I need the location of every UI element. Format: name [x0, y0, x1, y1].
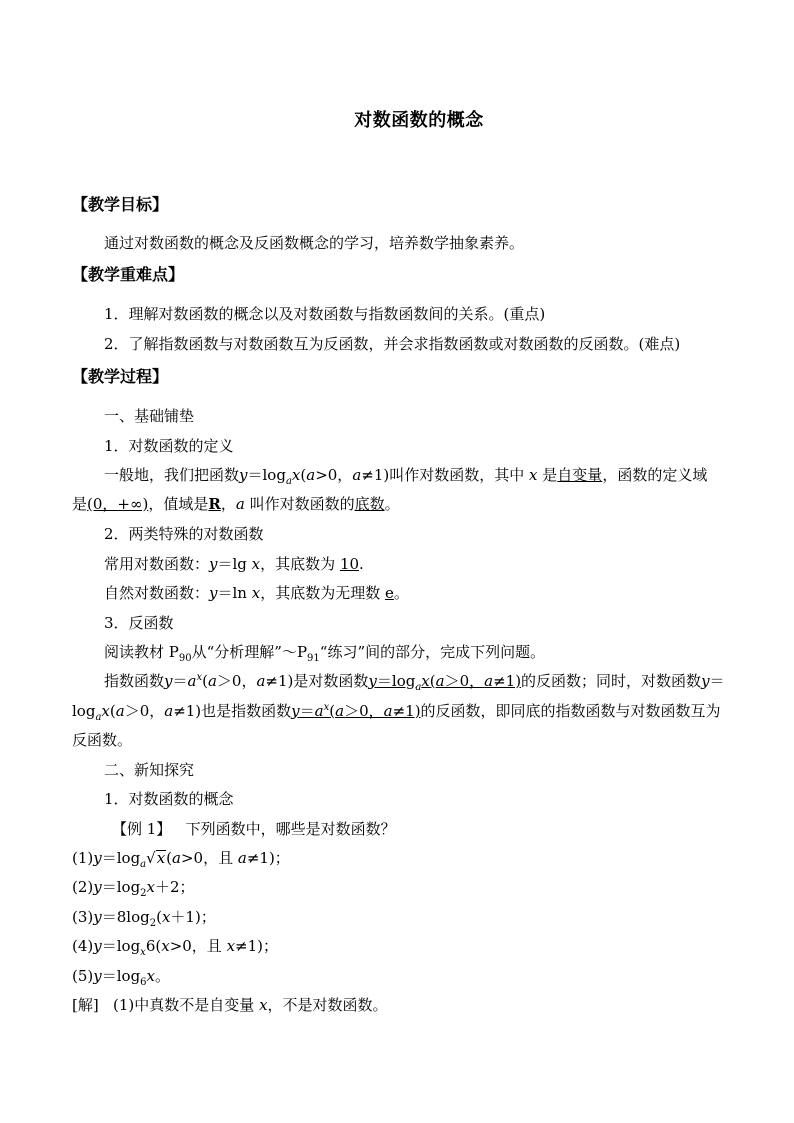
blank-variable: 自变量 [557, 466, 603, 484]
section-definition: 1．对数函数的定义 [104, 437, 234, 455]
example-item-3: $(3)y=8\log_2(x+1)$； [72, 908, 216, 929]
blank-common-base: 10 [339, 555, 360, 573]
section-new-knowledge: 二、新知探究 [104, 761, 195, 779]
example-solution: [解] (1)中真数不是自变量 x，不是对数函数。 [72, 996, 388, 1014]
goal-text: 通过对数函数的概念及反函数概念的学习，培养数学抽象素养。 [104, 234, 525, 252]
blank-domain: (0，+∞) [87, 495, 149, 513]
inverse-line-2: $\log_ax(a>0$，a≠1)也是指数函数$y=a^x(a>0$，a≠1)的反函数，即同底的指数函数与对数函数互为 [72, 702, 721, 723]
section-inverse: 3．反函数 [104, 614, 174, 632]
example-item-4: $(4)y=\log_x6(x>0$，且 x≠1)； [72, 937, 279, 958]
blank-range: R [208, 495, 221, 513]
key-point-1: 1．理解对数函数的概念以及对数函数与指数函数间的关系。(重点) [104, 305, 546, 323]
example-1-question: 【例 1】 下列函数中，哪些是对数函数？ [112, 820, 396, 838]
heading-teaching-goal: 【教学目标】 [72, 195, 169, 214]
definition-line-2: 是(0，+∞)，值域是R，a 叫作对数函数的底数。 [72, 495, 400, 513]
blank-exp-function: $y=a^x(a>0$，a≠1) [291, 702, 421, 720]
blank-natural-base: e [385, 584, 394, 602]
inverse-line-3: 反函数。 [72, 731, 133, 749]
inverse-line-1: 指数函数$y=a^x(a>0$，a≠1)是对数函数$y=\log_ax(a>0$，a≠1)的反函数；同时，对数函数y＝ [104, 672, 725, 693]
natural-log-line: 自然对数函数：y＝ln x，其底数为无理数 e。 [104, 584, 409, 602]
key-point-2: 2．了解指数函数与对数函数互为反函数，并会求指数函数或对数函数的反函数。(难点) [104, 335, 681, 353]
section-basics: 一、基础铺垫 [104, 407, 195, 425]
section-log-concept: 1．对数函数的概念 [104, 790, 234, 808]
common-log-line: 常用对数函数：y＝lg x，其底数为 10. [104, 555, 364, 573]
blank-base: 底数 [354, 495, 385, 513]
page-title: 对数函数的概念 [354, 110, 484, 131]
example-item-2: $(2)y=\log_2x+2$； [72, 878, 195, 899]
heading-key-points: 【教学重难点】 [72, 265, 185, 284]
definition-line-1: 一般地，我们把函数$y=\log_ax(a>0$，a≠1)叫作对数函数，其中 x 是自变量，函数的定义域 [104, 466, 708, 487]
example-item-5: $(5)y=\log_6x$。 [72, 967, 171, 988]
heading-process: 【教学过程】 [72, 367, 169, 386]
blank-log-function: $y=\log_ax(a>0$，a≠1) [368, 672, 522, 693]
reading-instruction: 阅读教材 $P_{90}$从“分析理解$”\sim P_{91}“$练习”间的部分，完成下列问题。 [104, 643, 546, 664]
section-special-logs: 2．两类特殊的对数函数 [104, 525, 264, 543]
example-item-1: $(1)y=\log_a√x(a>0$，且 a≠1)； [72, 849, 290, 870]
example-label: 【例 1】 [112, 820, 172, 838]
